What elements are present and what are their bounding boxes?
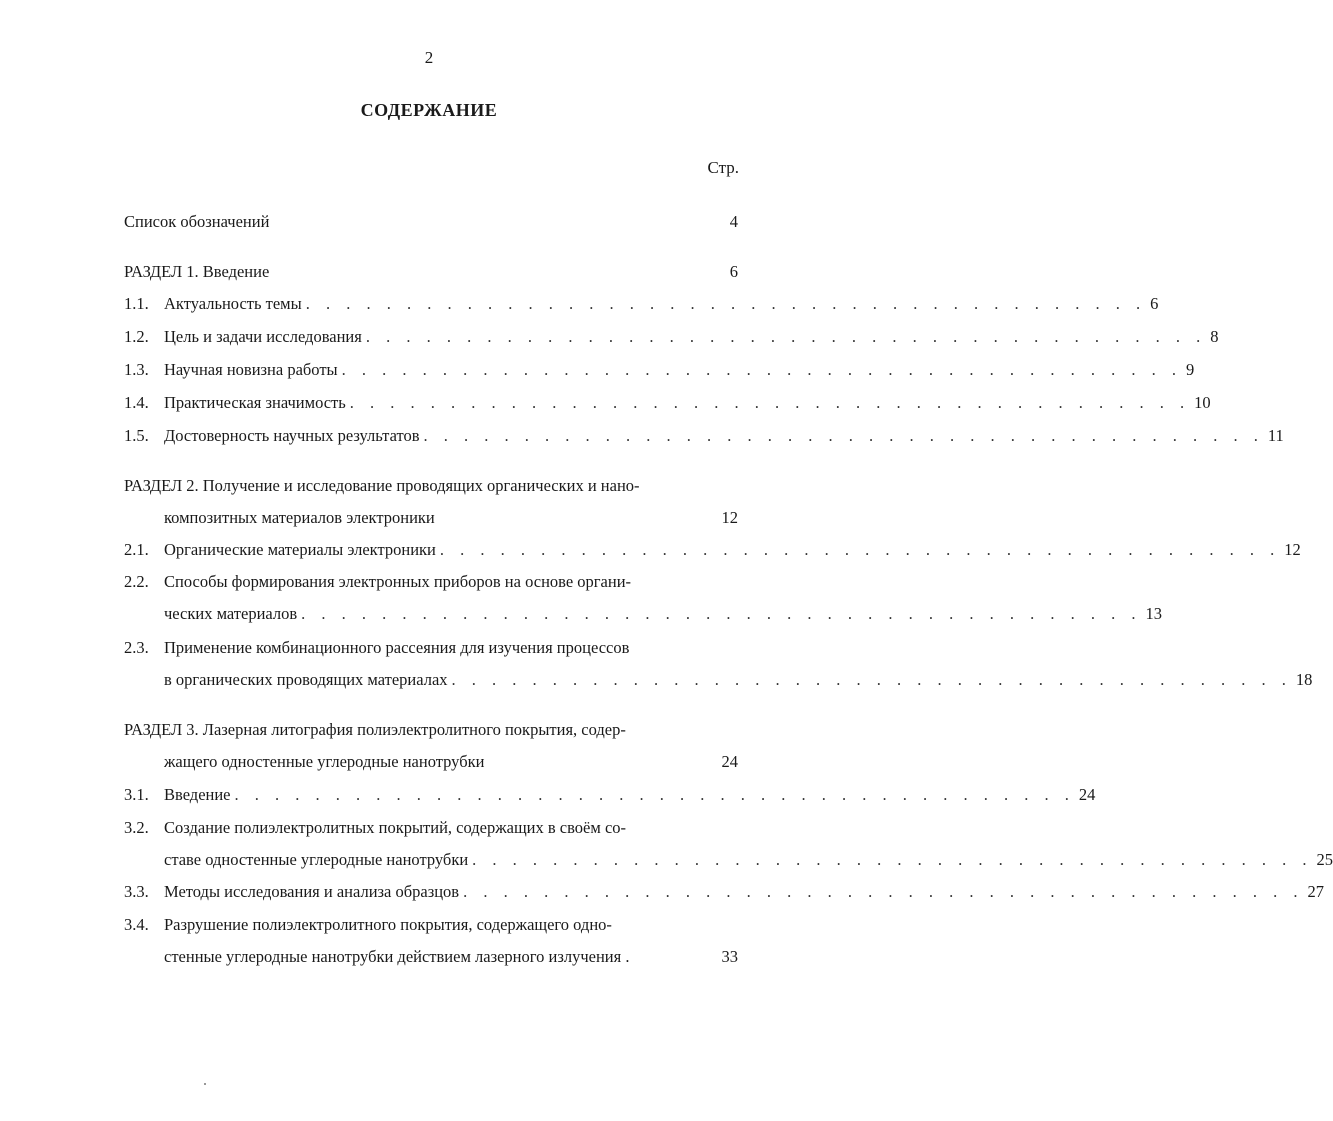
toc-section-title-line1: РАЗДЕЛ 2. Получение и исследование проводящих органических и нано- xyxy=(124,476,640,495)
toc-entry-text: Актуальность темы xyxy=(164,294,302,313)
toc-entry-2-2 xyxy=(124,566,1163,630)
toc-entry-list-of-symbols xyxy=(124,206,738,238)
dot-leader: . . . . . . . . . . . . . . . . . . . . . . . . . . . . . . . . . . . . . . . . . . xyxy=(349,393,1191,412)
toc-entry-page: 33 xyxy=(721,947,738,966)
toc-entry-text: Методы исследования и анализа образцов xyxy=(164,882,460,901)
toc-entry-number: 1.1. xyxy=(124,294,149,313)
toc-entry-text-line1: Создание полиэлектролитных покрытий, содержащих в своём со- xyxy=(164,818,627,837)
toc-entry-page: 8 xyxy=(1210,327,1219,346)
dot-leader: . . . . . . . . . . . . . . . . . . . . . . . . . . . . . . . . . . . . . . . . . . xyxy=(472,850,1313,869)
toc-entry-1-5 xyxy=(124,420,1284,452)
toc-entry-page: 13 xyxy=(1145,604,1163,623)
dot-leader: . . . . . . . . . . . . . . . . . . . . . . . . . . . . . . . . . . . . . . . . . . xyxy=(305,294,1147,313)
toc-entry-text: Достоверность научных результатов xyxy=(164,426,420,445)
toc-entry-page: 11 xyxy=(1267,426,1284,445)
toc-entry-number: 3.2. xyxy=(124,818,149,837)
toc-title: СОДЕРЖАНИЕ xyxy=(360,100,498,120)
toc-entry-2-1 xyxy=(124,534,1301,566)
scan-speck xyxy=(204,1083,206,1085)
toc-entry-text-line2: ческих материалов xyxy=(164,604,298,623)
toc-section-title: РАЗДЕЛ 1. Введение xyxy=(124,262,270,281)
toc-entry-number: 2.2. xyxy=(124,572,149,591)
toc-section-title-line1: РАЗДЕЛ 3. Лазерная литография полиэлектролитного покрытия, содер- xyxy=(124,720,626,739)
toc-entry-page: 10 xyxy=(1194,393,1211,412)
toc-entry-number: 3.3. xyxy=(124,882,149,901)
toc-entry-number: 1.5. xyxy=(124,426,149,445)
toc-entry-text: Практическая значимость xyxy=(164,393,346,412)
toc-entry-text: Цель и задачи исследования xyxy=(164,327,362,346)
toc-entry-number: 2.1. xyxy=(124,540,149,559)
toc-entry-page: 9 xyxy=(1186,360,1195,379)
toc-section-title-line2: композитных материалов электроники xyxy=(164,508,435,527)
toc-entry-page: 6 xyxy=(1150,294,1159,313)
toc-entry-1-2 xyxy=(124,321,1219,353)
toc-entry-page: 12 xyxy=(1284,540,1301,559)
toc-entry-2-3 xyxy=(124,632,1313,696)
toc-entry-3-3 xyxy=(124,876,1324,908)
toc-entry-text: Научная новизна работы xyxy=(164,360,338,379)
toc-section-title-line2: жащего одностенные углеродные нанотрубки xyxy=(164,752,485,771)
dot-leader: . . . . . . . . . . . . . . . . . . . . . . . . . . . . . . . . . . . . . . . . . . xyxy=(463,882,1304,901)
toc-entry-text: Список обозначений xyxy=(124,212,270,231)
toc-entry-text-line1: Разрушение полиэлектролитного покрытия, содержащего одно- xyxy=(164,915,612,934)
dot-leader: . . . . . . . . . . . . . . . . . . . . . . . . . . . . . . . . . . . . . . . . . . xyxy=(234,785,1075,804)
toc-entry-1-4 xyxy=(124,387,1211,419)
dot-leader: . . . . . . . . . . . . . . . . . . . . . . . . . . . . . . . . . . . . . . . . . . xyxy=(439,540,1281,559)
toc-entry-text: Органические материалы электроники xyxy=(164,540,436,559)
page-number: 2 xyxy=(424,48,434,67)
toc-entry-page: 18 xyxy=(1295,670,1313,689)
toc-section-2 xyxy=(124,470,738,534)
toc-entry-page: 24 xyxy=(721,752,738,771)
toc-entry-3-1 xyxy=(124,779,1096,811)
toc-entry-text-line2: ставе одностенные углеродные нанотрубки xyxy=(164,850,469,869)
toc-entry-1-1 xyxy=(124,288,1159,320)
toc-entry-text-line1: Применение комбинационного рассеяния для изучения процессов xyxy=(164,638,630,657)
toc-entry-number: 1.4. xyxy=(124,393,149,412)
toc-entry-page: 6 xyxy=(729,262,738,281)
page-column-label: Стр. xyxy=(707,158,739,177)
toc-entry-number: 2.3. xyxy=(124,638,149,657)
dot-leader: . . . . . . . . . . . . . . . . . . . . . . . . . . . . . . . . . . . . . . . . . . xyxy=(301,604,1142,623)
dot-leader: . . . . . . . . . . . . . . . . . . . . . . . . . . . . . . . . . . . . . . . . . . xyxy=(451,670,1292,689)
toc-section-3 xyxy=(124,714,738,778)
toc-section-1 xyxy=(124,256,738,288)
toc-entry-text-line1: Способы формирования электронных приборов на основе органи- xyxy=(164,572,632,591)
toc-entry-number: 3.4. xyxy=(124,915,149,934)
toc-entry-1-3 xyxy=(124,354,1195,386)
toc-entry-text: Введение xyxy=(164,785,231,804)
dot-leader: . . . . . . . . . . . . . . . . . . . . . . . . . . . . . . . . . . . . . . . . . . xyxy=(341,360,1182,379)
toc-entry-text-line2: в органических проводящих материалах xyxy=(164,670,448,689)
toc-entry-page: 25 xyxy=(1316,850,1333,869)
toc-entry-page: 24 xyxy=(1078,785,1096,804)
toc-entry-page: 4 xyxy=(729,212,738,231)
toc-entry-number: 3.1. xyxy=(124,785,149,804)
dot-leader: . . . . . . . . . . . . . . . . . . . . . . . . . . . . . . . . . . . . . . . . . . xyxy=(423,426,1264,445)
toc-entry-3-2 xyxy=(124,812,1333,876)
dot-leader: . . . . . . . . . . . . . . . . . . . . . . . . . . . . . . . . . . . . . . . . . . xyxy=(365,327,1207,346)
toc-entry-page: 12 xyxy=(721,508,738,527)
toc-entry-page: 27 xyxy=(1307,882,1324,901)
toc-entry-3-4 xyxy=(124,909,738,973)
toc-entry-number: 1.2. xyxy=(124,327,149,346)
toc-entry-text-line2: стенные углеродные нанотрубки действием лазерного излучения . xyxy=(164,947,630,966)
toc-entry-number: 1.3. xyxy=(124,360,149,379)
